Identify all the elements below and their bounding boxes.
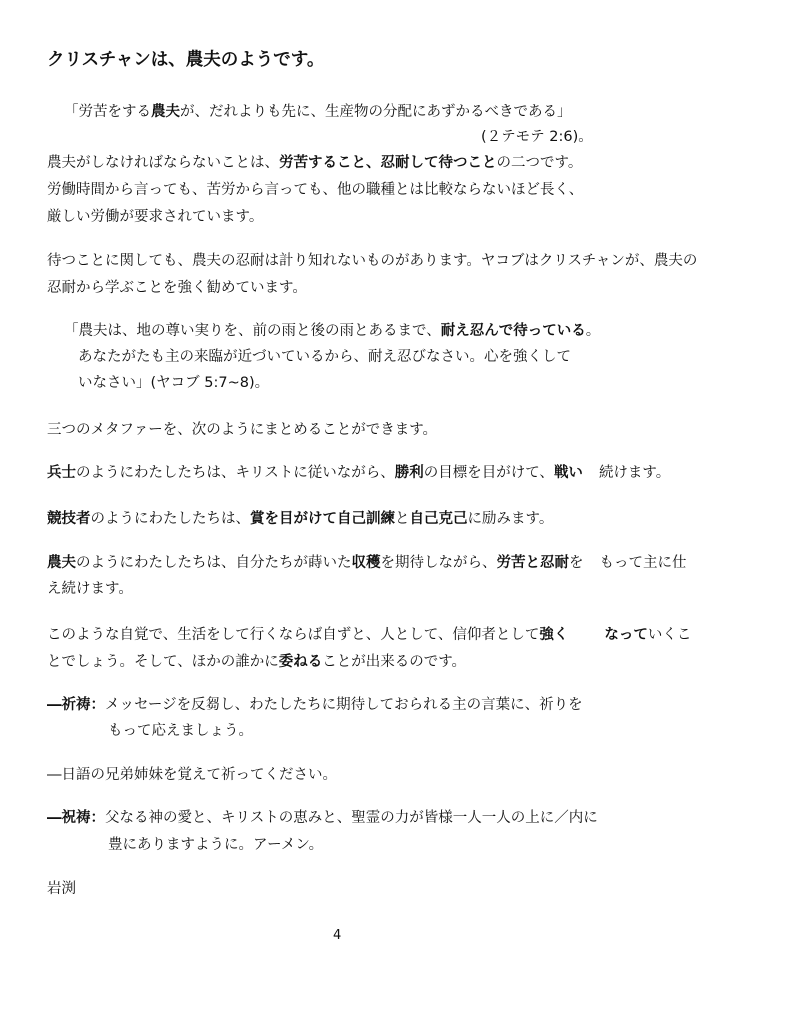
bold-text: 強く <box>539 627 569 643</box>
prayer-line-2: もって応えましょう。 <box>108 723 253 739</box>
bold-text: 兵士 <box>47 465 76 481</box>
quote-bold: 農夫 <box>151 104 180 120</box>
bold-text: 戦い <box>553 465 583 481</box>
bold-text: 耐え忍んで待っている <box>440 323 586 339</box>
page-heading: クリスチャンは、農夫のようです。 <box>47 50 325 70</box>
blessing-label: ―祝祷： <box>47 810 105 826</box>
quote-timothy-line <box>64 105 572 120</box>
blessing-line-2: 豊にありますように。アーメン。 <box>108 837 324 853</box>
text: を <box>569 555 584 571</box>
prayer-note: ―日語の兄弟姉妹を覚えて祈ってください。 <box>47 767 337 783</box>
text: もって主に仕 <box>599 555 687 571</box>
text: 。 <box>585 323 601 339</box>
blessing-line-1 <box>47 811 598 826</box>
text: のようにわたしたちは、 <box>90 511 250 527</box>
paragraph-3: 三つのメタファーを、次のようにまとめることができます。 <box>47 422 438 438</box>
bold-text: 委ねる <box>278 654 323 670</box>
text: の目標を目がけて、 <box>423 465 554 481</box>
paragraph-1-line-1 <box>47 156 582 171</box>
metaphor-farmer-line-2: え続けます。 <box>47 581 133 597</box>
quote-text: が、だれよりも先に、生産物の分配にあずかるべきである」 <box>180 104 572 120</box>
author-name: 岩渕 <box>47 881 76 897</box>
paragraph-2-line-1: 待つことに関しても、農夫の忍耐は計り知れないものがあります。ヤコブはクリスチャンが、農夫の <box>47 253 698 269</box>
paragraph-4-line-1 <box>47 628 691 643</box>
quote-timothy-reference: (２テモテ 2:6)。 <box>481 129 593 145</box>
text: に励みます。 <box>467 511 554 527</box>
paragraph-1-line-2: 労働時間から言っても、苦労から言っても、他の職種とは比較ならないほど長く、 <box>47 182 584 198</box>
metaphor-soldier <box>47 466 670 481</box>
bold-text: なって <box>604 627 648 643</box>
paragraph-2-line-2: 忍耐から学ぶことを強く勧めています。 <box>47 280 307 296</box>
text: とでしょう。そして、ほかの誰かに <box>47 654 279 670</box>
bold-text: 競技者 <box>47 511 91 527</box>
bold-text: 労苦すること、忍耐して待つこと <box>279 155 497 171</box>
bold-text: 労苦と忍耐 <box>496 555 569 571</box>
text: メッセージを反芻し、わたしたちに期待しておられる主の言葉に、祈りを <box>105 697 583 713</box>
quote-james-line-3: いなさい」(ヤコブ 5:7~8)。 <box>78 375 270 391</box>
metaphor-farmer-line-1 <box>47 556 687 571</box>
text: 父なる神の愛と、キリストの恵みと、聖霊の力が皆様一人一人の上に／内に <box>105 810 598 826</box>
text: 続けます。 <box>598 465 671 481</box>
bold-text: 農夫 <box>47 555 76 571</box>
text: と <box>395 511 410 527</box>
text: このような自覚で、生活をして行くならば自ずと、人として、信仰者として <box>47 627 540 643</box>
bold-text: 勝利 <box>394 465 424 481</box>
text: いくこ <box>647 627 692 643</box>
text: の二つです。 <box>496 155 583 171</box>
paragraph-4-line-2 <box>47 655 466 670</box>
bold-text: 賞を目がけて自己訓練 <box>250 511 395 527</box>
page-number: 4 <box>333 928 342 943</box>
paragraph-1-line-3: 厳しい労働が要求されています。 <box>47 209 264 225</box>
text: のようにわたしたちは、自分たちが蒔いた <box>76 555 352 571</box>
text: のようにわたしたちは、キリストに従いながら、 <box>76 465 395 481</box>
text: ことが出来るのです。 <box>322 654 467 670</box>
bold-text: 収穫 <box>351 555 381 571</box>
text: を期待しながら、 <box>380 555 497 571</box>
quote-text: 「労苦をする <box>64 104 151 120</box>
quote-james-line-1 <box>64 324 600 339</box>
text: 農夫がしなければならないことは、 <box>47 155 279 171</box>
quote-james-line-2: あなたがたも主の来臨が近づいているから、耐え忍びなさい。心を強くして <box>78 349 571 365</box>
metaphor-athlete <box>47 512 553 527</box>
prayer-label: ―祈祷： <box>47 697 105 713</box>
bold-text: 自己克己 <box>409 511 468 527</box>
text: 「農夫は、地の尊い実りを、前の雨と後の雨とあるまで、 <box>64 323 441 339</box>
prayer-line-1 <box>47 698 583 713</box>
